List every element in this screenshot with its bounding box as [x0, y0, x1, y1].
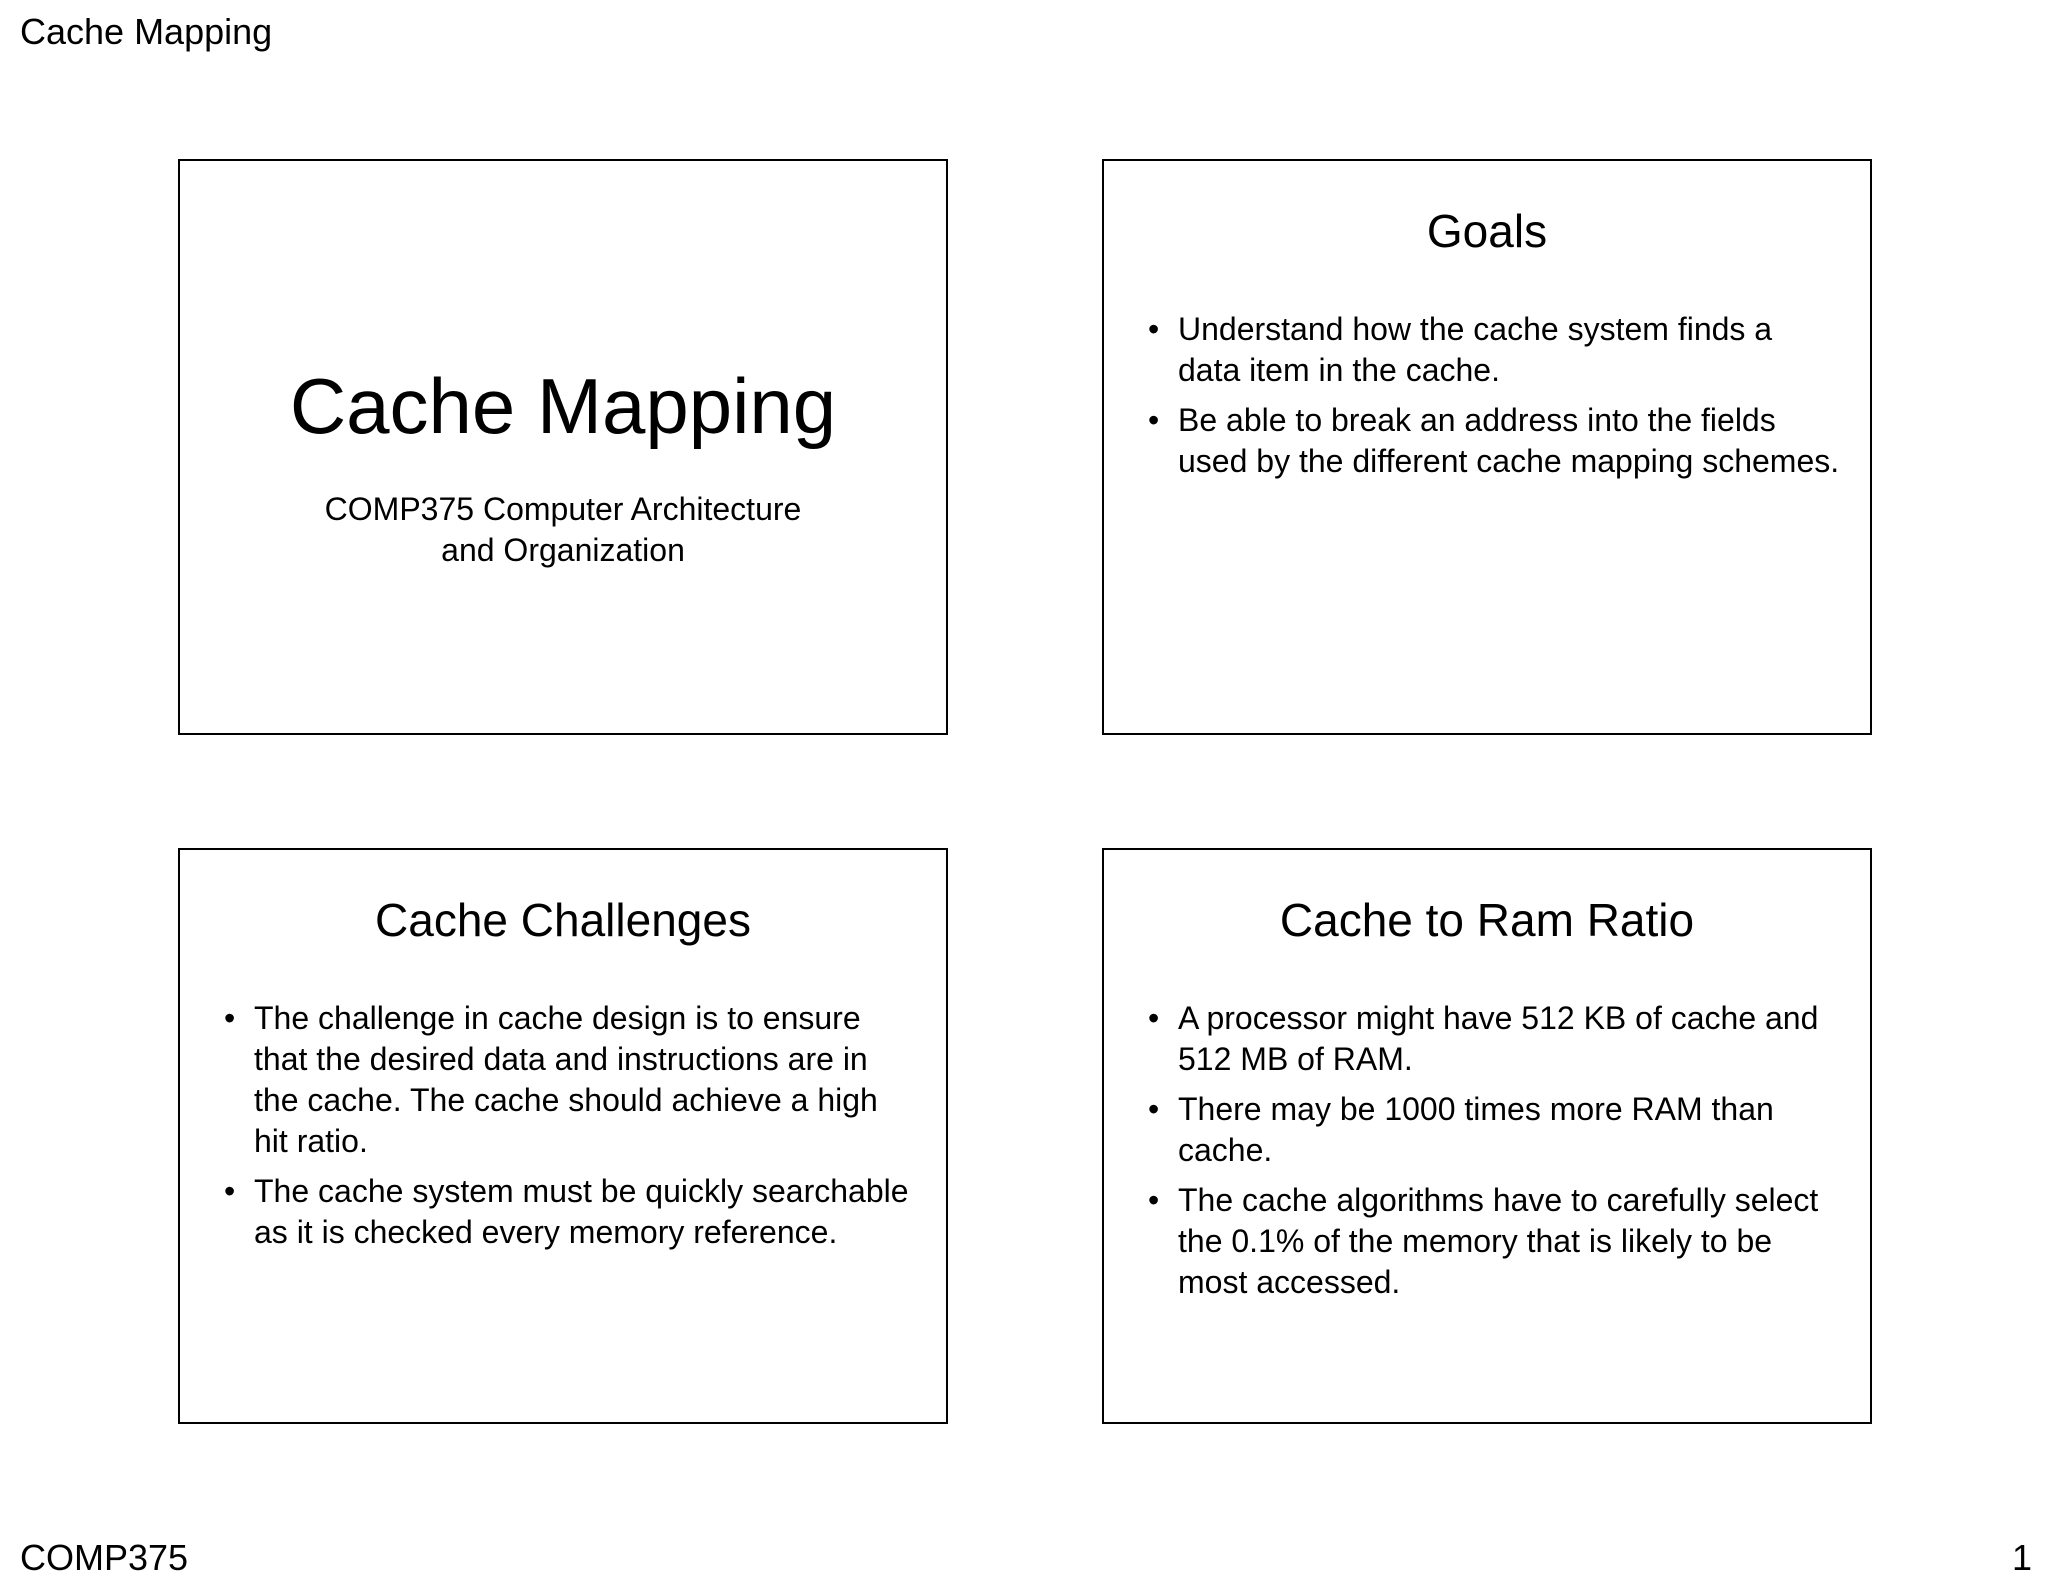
slide-cache-to-ram-ratio: [1102, 848, 1872, 1424]
bullet-item: • A processor might have 512 KB of cache and 512 MB of RAM.: [1148, 998, 1840, 1080]
slide-title: Cache to Ram Ratio: [1279, 894, 1695, 946]
bullet-item: • The cache system must be quickly searchable as it is checked every memory reference.: [224, 1171, 916, 1253]
bullet-item: • The challenge in cache design is to ensure that the desired data and instructions are in the cache. The cache should achieve a high hit ratio.: [224, 998, 916, 1162]
slide-subtitle: [180, 489, 946, 571]
bullet-list: [224, 998, 916, 1262]
slide-title: Goals: [1426, 205, 1548, 257]
bullet-item: • Understand how the cache system finds a data item in the cache.: [1148, 309, 1840, 391]
slide-main-title: Cache Mapping: [289, 362, 837, 450]
subtitle-line: and Organization: [441, 532, 685, 568]
slide-goals: [1102, 159, 1872, 735]
bullet-item: • Be able to break an address into the fields used by the different cache mapping schemes.: [1148, 400, 1840, 482]
slide-cache-challenges: [178, 848, 948, 1424]
page-header: Cache Mapping: [20, 11, 273, 52]
subtitle-line: COMP375 Computer Architecture: [324, 491, 802, 527]
bullet-list: [1148, 998, 1840, 1312]
bullet-list: [1148, 309, 1840, 491]
bullet-item: • There may be 1000 times more RAM than cache.: [1148, 1089, 1840, 1171]
slide-title-cache-mapping: [178, 159, 948, 735]
bullet-item: • The cache algorithms have to carefully select the 0.1% of the memory that is likely to be most accessed.: [1148, 1180, 1840, 1303]
page-number: 1: [2011, 1537, 2032, 1578]
slide-title: Cache Challenges: [375, 894, 751, 946]
page-footer-course: COMP375: [20, 1537, 189, 1578]
